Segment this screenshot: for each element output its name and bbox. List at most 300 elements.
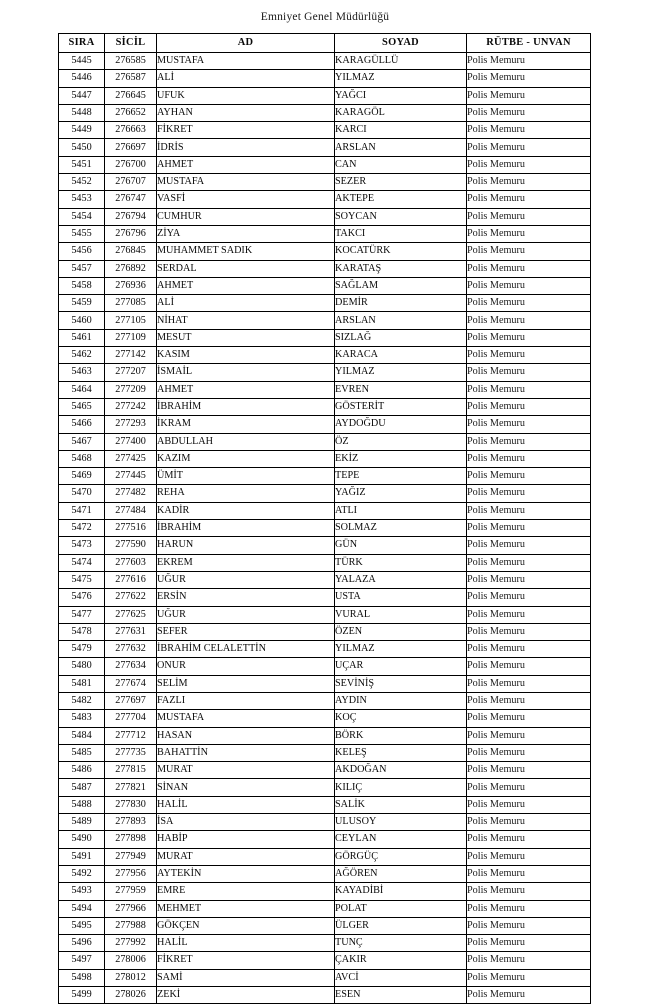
table-row [59,814,591,831]
cell-rutbe: Polis Memuru [467,450,591,467]
table-row [59,502,591,519]
cell-sira: 5497 [59,952,105,969]
cell-ad: SAMİ [157,969,335,986]
cell-rutbe: Polis Memuru [467,537,591,554]
cell-rutbe: Polis Memuru [467,952,591,969]
table-row [59,692,591,709]
cell-sicil: 277242 [105,398,157,415]
table-row [59,727,591,744]
cell-ad: ALİ [157,295,335,312]
cell-sicil: 277590 [105,537,157,554]
cell-sira: 5495 [59,917,105,934]
cell-sicil: 276645 [105,87,157,104]
cell-soyad: VURAL [335,606,467,623]
cell-sicil: 277400 [105,433,157,450]
cell-sira: 5485 [59,744,105,761]
cell-soyad: GÜN [335,537,467,554]
cell-sicil: 277988 [105,917,157,934]
cell-ad: AHMET [157,277,335,294]
cell-sicil: 276707 [105,174,157,191]
cell-rutbe: Polis Memuru [467,641,591,658]
table-row [59,347,591,364]
table-row [59,744,591,761]
cell-rutbe: Polis Memuru [467,364,591,381]
cell-sicil: 276697 [105,139,157,156]
table-row [59,87,591,104]
cell-sira: 5482 [59,692,105,709]
table-row [59,762,591,779]
cell-sira: 5452 [59,174,105,191]
cell-sicil: 276796 [105,225,157,242]
cell-sira: 5448 [59,104,105,121]
cell-ad: MUSTAFA [157,174,335,191]
cell-soyad: TEPE [335,468,467,485]
cell-sicil: 277704 [105,710,157,727]
table-row [59,468,591,485]
cell-sicil: 278012 [105,969,157,986]
cell-rutbe: Polis Memuru [467,485,591,502]
cell-sira: 5486 [59,762,105,779]
cell-rutbe: Polis Memuru [467,398,591,415]
cell-ad: İSA [157,814,335,831]
table-row [59,398,591,415]
cell-sira: 5449 [59,122,105,139]
cell-sira: 5460 [59,312,105,329]
cell-soyad: AĞÖREN [335,865,467,882]
cell-sicil: 277622 [105,589,157,606]
cell-rutbe: Polis Memuru [467,727,591,744]
cell-sicil: 276700 [105,156,157,173]
cell-sira: 5473 [59,537,105,554]
cell-soyad: AKTEPE [335,191,467,208]
table-row [59,675,591,692]
cell-soyad: SAĞLAM [335,277,467,294]
cell-ad: HALİL [157,935,335,952]
cell-ad: ONUR [157,658,335,675]
cell-soyad: POLAT [335,900,467,917]
cell-ad: VASFİ [157,191,335,208]
table-row [59,174,591,191]
cell-sira: 5461 [59,329,105,346]
cell-rutbe: Polis Memuru [467,987,591,1004]
cell-sicil: 276747 [105,191,157,208]
cell-soyad: CAN [335,156,467,173]
cell-sira: 5479 [59,641,105,658]
cell-soyad: KARATAŞ [335,260,467,277]
cell-ad: HALİL [157,796,335,813]
table-row [59,381,591,398]
cell-sicil: 277949 [105,848,157,865]
table-row [59,831,591,848]
cell-soyad: ÜLGER [335,917,467,934]
cell-soyad: SOLMAZ [335,520,467,537]
table-row [59,935,591,952]
cell-rutbe: Polis Memuru [467,312,591,329]
cell-soyad: YAĞCI [335,87,467,104]
cell-rutbe: Polis Memuru [467,53,591,70]
cell-sira: 5450 [59,139,105,156]
cell-sira: 5462 [59,347,105,364]
cell-soyad: ÖZEN [335,623,467,640]
cell-sira: 5472 [59,520,105,537]
table-row [59,53,591,70]
cell-rutbe: Polis Memuru [467,347,591,364]
cell-soyad: YALAZA [335,571,467,588]
cell-sicil: 277625 [105,606,157,623]
cell-rutbe: Polis Memuru [467,779,591,796]
table-row [59,260,591,277]
cell-soyad: KARACA [335,347,467,364]
cell-ad: NİHAT [157,312,335,329]
cell-sira: 5469 [59,468,105,485]
cell-sicil: 277631 [105,623,157,640]
cell-sicil: 277735 [105,744,157,761]
cell-soyad: ESEN [335,987,467,1004]
table-row [59,554,591,571]
cell-ad: İSMAİL [157,364,335,381]
cell-soyad: YILMAZ [335,70,467,87]
cell-rutbe: Polis Memuru [467,623,591,640]
cell-sira: 5465 [59,398,105,415]
cell-ad: EKREM [157,554,335,571]
cell-soyad: EKİZ [335,450,467,467]
cell-ad: ÜMİT [157,468,335,485]
cell-rutbe: Polis Memuru [467,762,591,779]
cell-rutbe: Polis Memuru [467,814,591,831]
cell-soyad: USTA [335,589,467,606]
cell-soyad: AYDIN [335,692,467,709]
cell-rutbe: Polis Memuru [467,139,591,156]
table-row [59,225,591,242]
cell-soyad: SEVİNİŞ [335,675,467,692]
page-title: Emniyet Genel Müdürlüğü [260,11,390,23]
cell-sira: 5445 [59,53,105,70]
cell-sicil: 276936 [105,277,157,294]
cell-ad: HABİP [157,831,335,848]
column-header-sicil: SİCİL [105,34,157,53]
cell-sicil: 276663 [105,122,157,139]
cell-rutbe: Polis Memuru [467,900,591,917]
cell-soyad: KAYADİBİ [335,883,467,900]
cell-sicil: 277445 [105,468,157,485]
cell-soyad: CEYLAN [335,831,467,848]
table-row [59,537,591,554]
cell-sira: 5490 [59,831,105,848]
cell-soyad: ÖZ [335,433,467,450]
cell-rutbe: Polis Memuru [467,589,591,606]
cell-sira: 5463 [59,364,105,381]
cell-soyad: ULUSOY [335,814,467,831]
cell-ad: KADİR [157,502,335,519]
cell-sicil: 277898 [105,831,157,848]
cell-ad: FİKRET [157,122,335,139]
cell-sicil: 277603 [105,554,157,571]
cell-ad: UFUK [157,87,335,104]
cell-soyad: SEZER [335,174,467,191]
cell-rutbe: Polis Memuru [467,692,591,709]
cell-ad: SEFER [157,623,335,640]
cell-rutbe: Polis Memuru [467,87,591,104]
cell-soyad: GÖRGÜÇ [335,848,467,865]
cell-ad: MURAT [157,848,335,865]
cell-soyad: GÖSTERİT [335,398,467,415]
cell-ad: SELİM [157,675,335,692]
cell-ad: ZİYA [157,225,335,242]
table-row [59,987,591,1004]
cell-ad: MUHAMMET SADIK [157,243,335,260]
cell-rutbe: Polis Memuru [467,710,591,727]
cell-sira: 5489 [59,814,105,831]
table-row [59,796,591,813]
cell-rutbe: Polis Memuru [467,969,591,986]
cell-sicil: 277632 [105,641,157,658]
cell-soyad: KARAGÖL [335,104,467,121]
cell-sira: 5496 [59,935,105,952]
cell-rutbe: Polis Memuru [467,848,591,865]
cell-ad: HARUN [157,537,335,554]
cell-soyad: YAĞIZ [335,485,467,502]
cell-rutbe: Polis Memuru [467,744,591,761]
table-row [59,779,591,796]
cell-rutbe: Polis Memuru [467,277,591,294]
cell-sicil: 277085 [105,295,157,312]
cell-sira: 5477 [59,606,105,623]
cell-sicil: 277425 [105,450,157,467]
table-row [59,917,591,934]
column-header-soyad: SOYAD [335,34,467,53]
table-row [59,312,591,329]
cell-rutbe: Polis Memuru [467,883,591,900]
cell-sicil: 276587 [105,70,157,87]
cell-sira: 5487 [59,779,105,796]
table-row [59,883,591,900]
cell-ad: FİKRET [157,952,335,969]
cell-ad: MEHMET [157,900,335,917]
cell-soyad: ATLI [335,502,467,519]
cell-ad: GÖKÇEN [157,917,335,934]
cell-sicil: 276845 [105,243,157,260]
table-row [59,485,591,502]
cell-soyad: ARSLAN [335,139,467,156]
cell-soyad: KARCI [335,122,467,139]
cell-soyad: YILMAZ [335,364,467,381]
cell-sira: 5499 [59,987,105,1004]
cell-sicil: 277712 [105,727,157,744]
cell-soyad: SALİK [335,796,467,813]
table-row [59,450,591,467]
cell-ad: ALİ [157,70,335,87]
cell-ad: UĞUR [157,571,335,588]
cell-sira: 5455 [59,225,105,242]
table-row [59,658,591,675]
cell-soyad: SIZLAĞ [335,329,467,346]
cell-soyad: SOYCAN [335,208,467,225]
cell-sira: 5484 [59,727,105,744]
cell-sicil: 276585 [105,53,157,70]
column-header-ad: AD [157,34,335,53]
table-row [59,865,591,882]
cell-ad: REHA [157,485,335,502]
table-row [59,295,591,312]
cell-ad: İDRİS [157,139,335,156]
cell-soyad: ARSLAN [335,312,467,329]
cell-ad: SİNAN [157,779,335,796]
cell-ad: SERDAL [157,260,335,277]
cell-ad: KASIM [157,347,335,364]
cell-sira: 5467 [59,433,105,450]
cell-sira: 5481 [59,675,105,692]
cell-soyad: BÖRK [335,727,467,744]
cell-ad: İBRAHİM CELALETTİN [157,641,335,658]
cell-sira: 5446 [59,70,105,87]
cell-sira: 5453 [59,191,105,208]
table-header-row [59,34,591,53]
cell-soyad: TAKCI [335,225,467,242]
cell-sicil: 277992 [105,935,157,952]
cell-sicil: 276794 [105,208,157,225]
cell-sicil: 277959 [105,883,157,900]
table-body [59,53,591,1004]
cell-rutbe: Polis Memuru [467,174,591,191]
cell-ad: ERSİN [157,589,335,606]
cell-sira: 5493 [59,883,105,900]
column-header-sira: SIRA [59,34,105,53]
table-row [59,277,591,294]
column-header-rutbe: RÜTBE - UNVAN [467,34,591,53]
cell-sicil: 277966 [105,900,157,917]
cell-sira: 5480 [59,658,105,675]
cell-rutbe: Polis Memuru [467,571,591,588]
cell-soyad: ÇAKIR [335,952,467,969]
cell-soyad: AKDOĞAN [335,762,467,779]
cell-soyad: EVREN [335,381,467,398]
cell-ad: MURAT [157,762,335,779]
cell-sira: 5488 [59,796,105,813]
cell-soyad: YILMAZ [335,641,467,658]
cell-sicil: 277105 [105,312,157,329]
cell-sicil: 277516 [105,520,157,537]
cell-ad: İBRAHİM [157,520,335,537]
cell-rutbe: Polis Memuru [467,295,591,312]
cell-rutbe: Polis Memuru [467,208,591,225]
cell-sira: 5458 [59,277,105,294]
cell-sicil: 277293 [105,416,157,433]
table-row [59,364,591,381]
cell-ad: CUMHUR [157,208,335,225]
cell-rutbe: Polis Memuru [467,468,591,485]
cell-rutbe: Polis Memuru [467,433,591,450]
cell-rutbe: Polis Memuru [467,935,591,952]
cell-sicil: 278006 [105,952,157,969]
cell-soyad: AYDOĞDU [335,416,467,433]
table-row [59,520,591,537]
table-row [59,571,591,588]
cell-sira: 5470 [59,485,105,502]
cell-sira: 5456 [59,243,105,260]
cell-sicil: 277634 [105,658,157,675]
roster-table-container [58,33,590,1004]
cell-soyad: TÜRK [335,554,467,571]
cell-sicil: 277815 [105,762,157,779]
cell-sicil: 277484 [105,502,157,519]
cell-ad: EMRE [157,883,335,900]
cell-sicil: 278026 [105,987,157,1004]
table-row [59,900,591,917]
cell-soyad: UÇAR [335,658,467,675]
cell-sira: 5459 [59,295,105,312]
cell-sira: 5483 [59,710,105,727]
table-row [59,208,591,225]
cell-rutbe: Polis Memuru [467,658,591,675]
cell-sicil: 277207 [105,364,157,381]
cell-rutbe: Polis Memuru [467,796,591,813]
cell-sira: 5474 [59,554,105,571]
cell-rutbe: Polis Memuru [467,381,591,398]
table-row [59,191,591,208]
cell-rutbe: Polis Memuru [467,416,591,433]
cell-ad: İBRAHİM [157,398,335,415]
cell-rutbe: Polis Memuru [467,225,591,242]
cell-ad: AYHAN [157,104,335,121]
cell-sicil: 277697 [105,692,157,709]
cell-rutbe: Polis Memuru [467,606,591,623]
cell-ad: FAZLI [157,692,335,709]
table-header [59,34,591,53]
cell-sicil: 277209 [105,381,157,398]
cell-sicil: 277830 [105,796,157,813]
cell-rutbe: Polis Memuru [467,865,591,882]
cell-sicil: 276652 [105,104,157,121]
cell-sira: 5494 [59,900,105,917]
cell-rutbe: Polis Memuru [467,502,591,519]
cell-ad: AYTEKİN [157,865,335,882]
table-row [59,416,591,433]
cell-soyad: KARAGÜLLÜ [335,53,467,70]
cell-soyad: AVCİ [335,969,467,986]
cell-sira: 5478 [59,623,105,640]
cell-rutbe: Polis Memuru [467,70,591,87]
table-row [59,606,591,623]
cell-sira: 5451 [59,156,105,173]
table-row [59,104,591,121]
cell-ad: ZEKİ [157,987,335,1004]
cell-rutbe: Polis Memuru [467,329,591,346]
cell-rutbe: Polis Memuru [467,554,591,571]
cell-sira: 5466 [59,416,105,433]
cell-soyad: KILIÇ [335,779,467,796]
table-row [59,589,591,606]
table-row [59,952,591,969]
cell-ad: KAZIM [157,450,335,467]
cell-rutbe: Polis Memuru [467,520,591,537]
cell-soyad: DEMİR [335,295,467,312]
table-row [59,329,591,346]
cell-ad: BAHATTİN [157,744,335,761]
cell-ad: MUSTAFA [157,53,335,70]
cell-rutbe: Polis Memuru [467,191,591,208]
cell-ad: İKRAM [157,416,335,433]
cell-rutbe: Polis Memuru [467,104,591,121]
table-row [59,243,591,260]
cell-sicil: 277893 [105,814,157,831]
cell-rutbe: Polis Memuru [467,156,591,173]
cell-soyad: KOCATÜRK [335,243,467,260]
table-row [59,848,591,865]
cell-sicil: 277821 [105,779,157,796]
cell-rutbe: Polis Memuru [467,831,591,848]
table-row [59,70,591,87]
cell-sira: 5471 [59,502,105,519]
